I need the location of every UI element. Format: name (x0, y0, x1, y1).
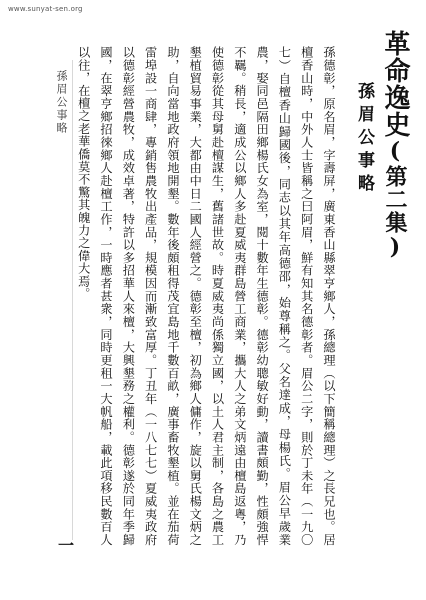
running-header: 孫眉公事略 (55, 70, 68, 135)
body-paragraph: 孫德彰，原名眉，字壽屏，廣東香山縣翠亨鄉人，孫總理（以下簡稱總理）之長兄也。居檀香山時，中外人士皆稱之曰阿眉，鮮有知其名德彰者。眉公二字，則於丁未年（一九〇七）自檀香山歸國後，同志以其年高德邵，始尊稱之。父名達成，母楊氏。眉公早歲業農，娶同邑隔田鄉楊氏女為室，閱十數年生德彰。德彰幼聰敏好動，讀書頗勤，性頗強悍不羈。稍長，適成公以鄉人多赴夏威夷群島營工商業，攜大人之弟文炳遠由檀島返粵，乃使德彰從其母舅赴檀謀生，舊諸世故。時夏威夷尚係獨立國，以土人君主制，各島之農工墾植貿易事業，大都由中日二國人經營之。德彰至檀，初為鄉人傭作，旋以舅氏楊文炳之助，自向當地政府領地開墾。數年後頗租得茂宜島地千數百畝，廣事畜牧墾植。並在茄荷雷埠設一商肆，專銷售農牧出產品，規模因而漸致富厚。丁丑年（一八七七）夏威夷政府以德彰經營農牧，成效卓著，特許以多招華人來檀，大興墾務之權利。德彰遂於同年季歸國，在翠亨鄉招徠鄉人赴檀工作，一時應者甚衆，同時更租一大帆船，載此項移民數百人以往，在檀之老華僑莫不驚其魄力之偉大焉。 (76, 46, 336, 546)
body-text (70, 46, 340, 546)
chapter-title: 孫眉公事略 (354, 82, 374, 197)
page-number: 一 (58, 536, 75, 555)
book-title (382, 30, 408, 261)
book-title-text: 革命逸史 (380, 30, 410, 138)
source-watermark: www.sunyat-sen.org (8, 5, 83, 13)
page-fold-divider (72, 60, 73, 540)
book-volume: (第二集) (382, 138, 408, 261)
